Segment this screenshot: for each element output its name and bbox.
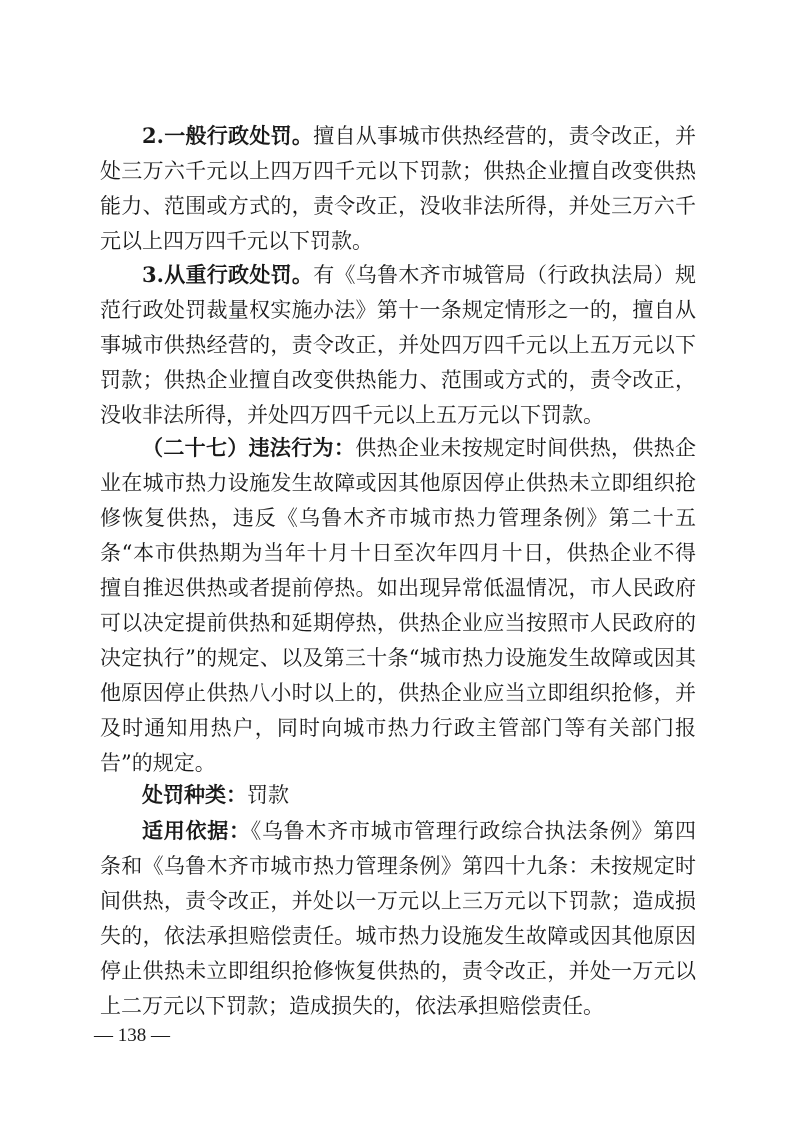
paragraph-heading: 处罚种类： bbox=[142, 782, 247, 807]
paragraph-heading: 2.一般行政处罚。 bbox=[142, 123, 314, 148]
paragraph-body: 擅自从事城市供热经营的，责令改正，并处三万六千元以上四万四千元以下罚款；供热企业擅自改变供热能力、范围或方式的，责令改正，没收非法所得，并处三万六千元以上四万四千元以下罚款。 bbox=[100, 124, 696, 253]
paragraph-body: 供热企业未按规定时间供热，供热企业在城市热力设施发生故障或因其他原因停止供热未立即组织抢修恢复供热，违反《乌鲁木齐市城市热力管理条例》第二十五条“本市供热期为当年十月十日至次年四月十日，供热企业不得擅自推迟供热或者提前停热。如出现异常低温情况，市人民政府可以决定提前供热和延期停热，供热企业应当按照市人民政府的决定执行”的规定、以及第三十条“城市热力设施发生故障或因其他原因停止供热八小时以上的，供热企业应当立即组织抢修，并及时通知用热户，同时向城市热力行政主管部门等有关部门报告”的规定。 bbox=[100, 436, 697, 775]
paragraph-heading: 3.从重行政处罚。 bbox=[142, 262, 314, 287]
paragraph-body: 有《乌鲁木齐市城管局（行政执法局）规范行政处罚裁量权实施办法》第十一条规定情形之一的，擅自从事城市供热经营的，责令改正，并处四万四千元以上五万元以下罚款；供热企业擅自改变供热能力、范围或方式的，责令改正，没收非法所得，并处四万四千元以上五万元以下罚款。 bbox=[100, 263, 696, 427]
paragraph-penalty-type bbox=[100, 777, 696, 813]
paragraph-body: 《乌鲁木齐市城市管理行政综合执法条例》第四条和《乌鲁木齐市城市热力管理条例》第四十九条：未按规定时间供热，责令改正，并处以一万元以上三万元以下罚款；造成损失的，依法承担赔偿责任。城市热力设施发生故障或因其他原因停止供热未立即组织抢修恢复供热的，责令改正，并处一万元以上二万元以下罚款；造成损失的，依法承担赔偿责任。 bbox=[100, 819, 697, 1018]
paragraph-violation-27 bbox=[100, 430, 696, 781]
paragraph-legal-basis bbox=[100, 813, 696, 1024]
paragraph-heavier-penalty bbox=[100, 257, 696, 433]
page-number: — 138 — bbox=[94, 1025, 170, 1046]
paragraph-heading: （二十七）违法行为： bbox=[142, 435, 356, 460]
paragraph-general-penalty bbox=[100, 118, 696, 259]
paragraph-heading: 适用依据： bbox=[142, 818, 251, 843]
paragraph-body: 罚款 bbox=[247, 783, 289, 807]
